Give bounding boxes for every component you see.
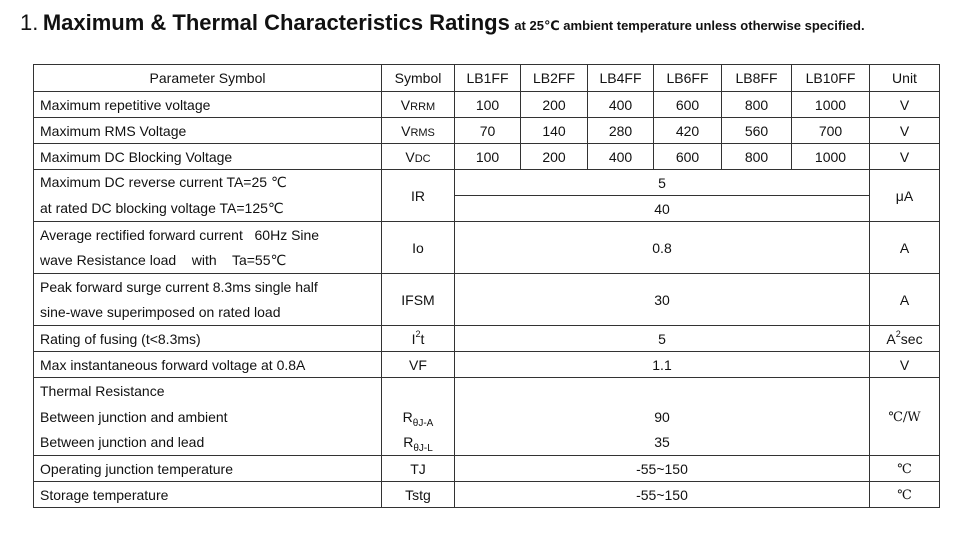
value-cell: 100 (455, 144, 521, 170)
table-row (34, 326, 940, 352)
unit-cell: ℃ (870, 456, 940, 482)
value-cell: 90 (455, 404, 870, 430)
value-cell: 280 (588, 118, 654, 144)
param-cell: Maximum DC reverse current TA=25 ℃ (34, 170, 382, 196)
value-cell: 5 (455, 170, 870, 196)
symbol-cell: VF (382, 352, 455, 378)
value-cell: 35 (455, 430, 870, 456)
value-cell: 560 (722, 118, 792, 144)
value-cell: 400 (588, 144, 654, 170)
table-row (34, 222, 940, 248)
symbol-cell: TJ (382, 456, 455, 482)
unit-cell: A (870, 274, 940, 326)
value-cell: 30 (455, 274, 870, 326)
header-cell: LB10FF (792, 65, 870, 92)
value-cell: 1000 (792, 92, 870, 118)
symbol-cell: Io (382, 222, 455, 274)
value-cell: 700 (792, 118, 870, 144)
value-cell: 5 (455, 326, 870, 352)
symbol-cell: VDC (382, 144, 455, 170)
value-cell: -55~150 (455, 482, 870, 508)
ratings-table (33, 64, 940, 508)
section-number: 1. (20, 10, 39, 35)
param-cell: at rated DC blocking voltage TA=125℃ (34, 196, 382, 222)
param-cell: Average rectified forward current 60Hz Sine (34, 222, 382, 248)
unit-cell: V (870, 144, 940, 170)
value-cell: 600 (654, 92, 722, 118)
value-cell: 200 (521, 92, 588, 118)
value-cell: 1000 (792, 144, 870, 170)
table-row (34, 274, 940, 300)
param-cell: Storage temperature (34, 482, 382, 508)
param-cell: Between junction and lead (34, 430, 382, 456)
param-cell: Peak forward surge current 8.3ms single half (34, 274, 382, 300)
value-cell: 70 (455, 118, 521, 144)
value-cell: 800 (722, 92, 792, 118)
table-row (34, 170, 940, 196)
table-row (34, 430, 940, 456)
unit-cell: ℃ (870, 482, 940, 508)
symbol-cell: $R_{\theta J-A}$ (382, 404, 455, 430)
unit-cell: A (870, 222, 940, 274)
header-cell: LB1FF (455, 65, 521, 92)
section-heading (20, 10, 865, 36)
value-cell: 420 (654, 118, 722, 144)
header-cell: LB6FF (654, 65, 722, 92)
unit-cell: $A^2\sec$ (870, 326, 940, 352)
value-cell: -55~150 (455, 456, 870, 482)
symbol-cell: VRRM (382, 92, 455, 118)
param-cell: Between junction and ambient (34, 404, 382, 430)
header-cell: LB2FF (521, 65, 588, 92)
symbol-cell: $R_{\theta J-L}$ (382, 430, 455, 456)
value-cell: 140 (521, 118, 588, 144)
header-cell: Parameter Symbol (34, 65, 382, 92)
unit-cell: V (870, 352, 940, 378)
param-cell: Operating junction temperature (34, 456, 382, 482)
param-cell: wave Resistance load with Ta=55℃ (34, 248, 382, 274)
value-cell: 1.1 (455, 352, 870, 378)
unit-cell: V (870, 118, 940, 144)
symbol-cell: IR (382, 170, 455, 222)
param-cell: Maximum repetitive voltage (34, 92, 382, 118)
table-row (34, 144, 940, 170)
table-row (34, 404, 940, 430)
table-row (34, 378, 940, 404)
unit-cell: V (870, 92, 940, 118)
symbol-cell (382, 378, 455, 404)
table-row (34, 196, 940, 222)
table-row (34, 456, 940, 482)
unit-cell: ℃/W (870, 378, 940, 456)
value-cell: 0.8 (455, 222, 870, 274)
header-cell: LB8FF (722, 65, 792, 92)
header-cell: Unit (870, 65, 940, 92)
value-cell: 40 (455, 196, 870, 222)
param-cell: Rating of fusing (t<8.3ms) (34, 326, 382, 352)
value-cell: 200 (521, 144, 588, 170)
param-cell: Thermal Resistance (34, 378, 382, 404)
header-cell: Symbol (382, 65, 455, 92)
table-row (34, 482, 940, 508)
section-subtitle: at 25℃ ambient temperature unless otherwise specified. (514, 18, 865, 33)
table-row (34, 352, 940, 378)
symbol-cell: Tstg (382, 482, 455, 508)
unit-cell: μA (870, 170, 940, 222)
header-cell: LB4FF (588, 65, 654, 92)
symbol-cell: IFSM (382, 274, 455, 326)
table-row (34, 92, 940, 118)
value-cell: 600 (654, 144, 722, 170)
value-cell (455, 378, 870, 404)
value-cell: 100 (455, 92, 521, 118)
param-cell: sine-wave superimposed on rated load (34, 300, 382, 326)
table-header-row (34, 65, 940, 92)
symbol-cell: VRMS (382, 118, 455, 144)
value-cell: 800 (722, 144, 792, 170)
section-title: Maximum & Thermal Characteristics Ratings (42, 10, 510, 35)
param-cell: Maximum DC Blocking Voltage (34, 144, 382, 170)
value-cell: 400 (588, 92, 654, 118)
symbol-cell: $I^2t$ (382, 326, 455, 352)
param-cell: Max instantaneous forward voltage at 0.8A (34, 352, 382, 378)
table-row (34, 118, 940, 144)
param-cell: Maximum RMS Voltage (34, 118, 382, 144)
